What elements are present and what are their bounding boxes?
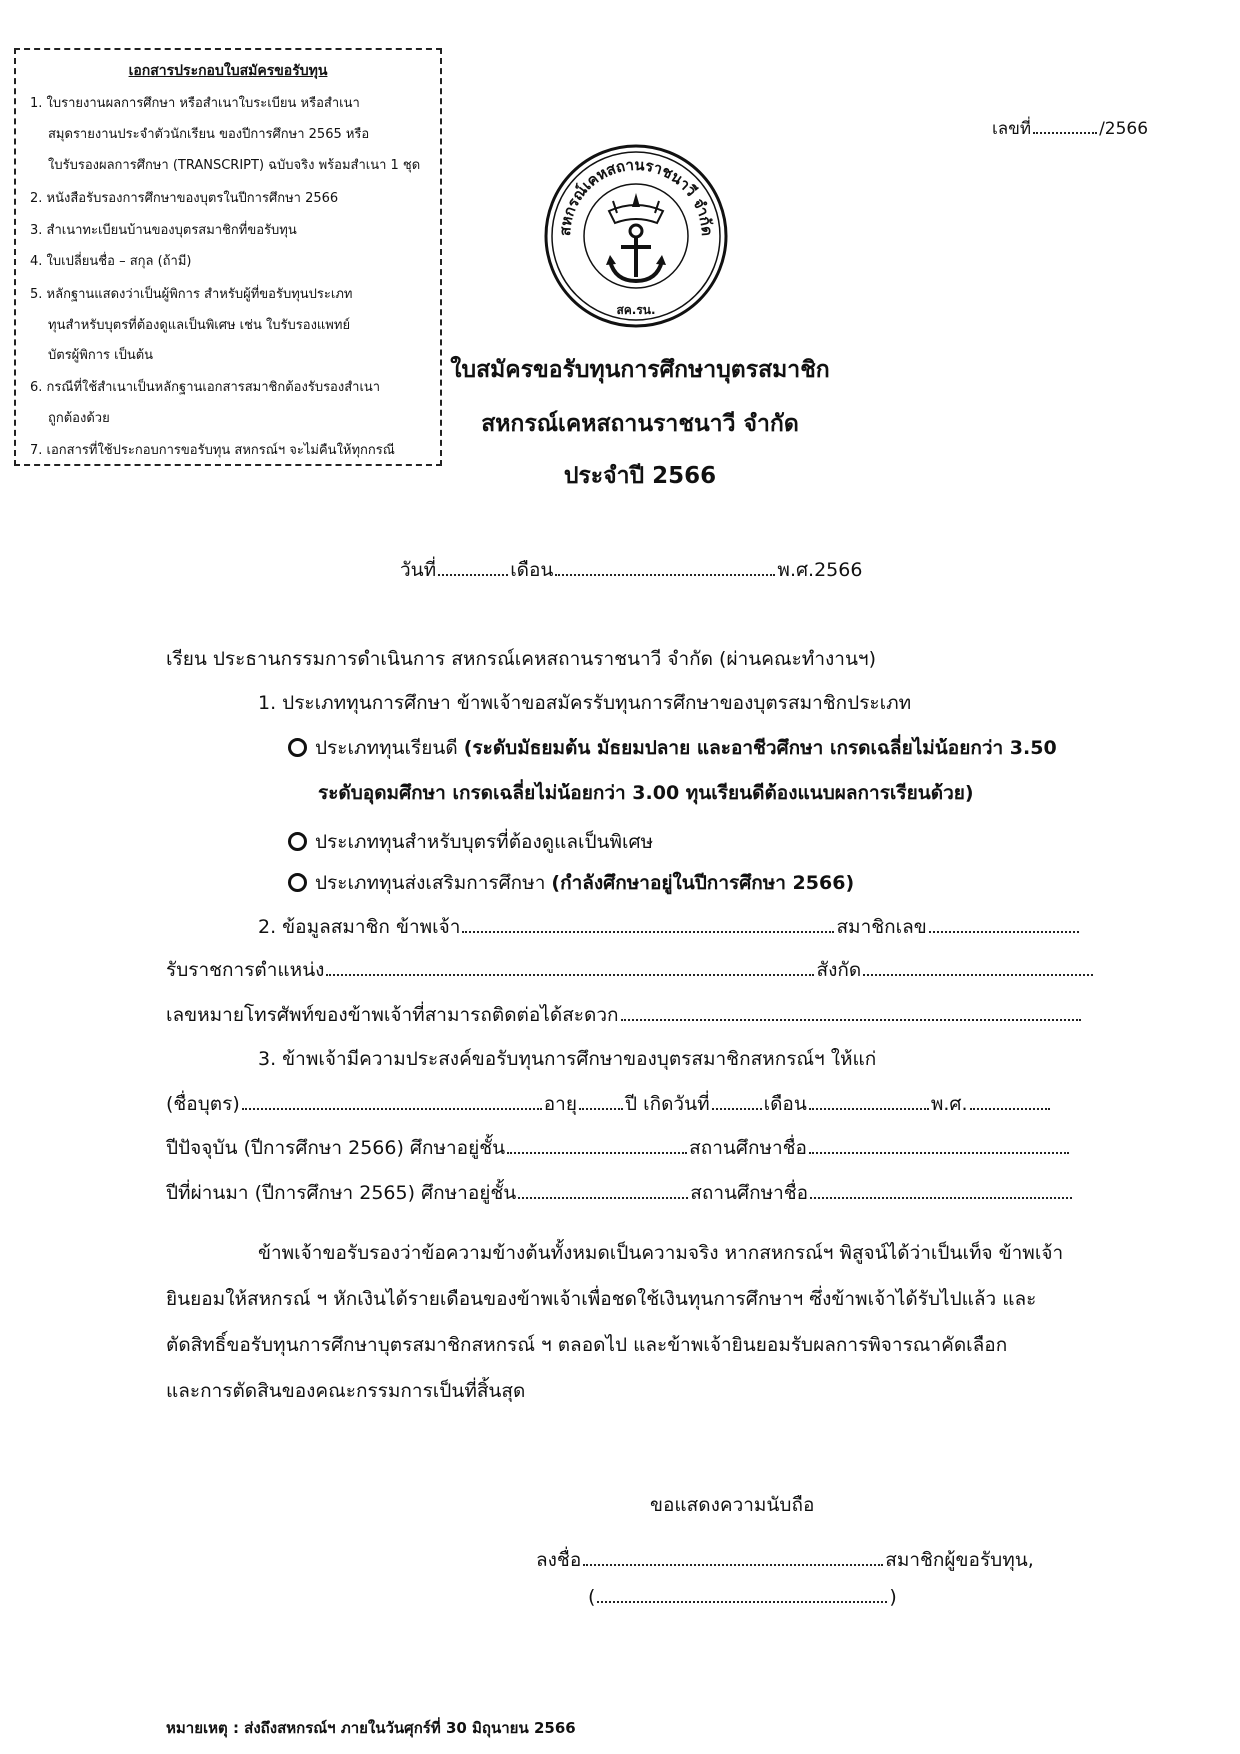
radio-merit[interactable]	[288, 738, 307, 757]
doc-item-5-cont: ทุนสำหรับบุตรที่ต้องดูแลเป็นพิเศษ เช่น ใบรับรองแพทย์	[48, 318, 351, 333]
member-no-label: สมาชิกเลข	[836, 916, 927, 938]
birth-day-label: ปี เกิดวันที่	[624, 1093, 710, 1115]
option-promotion-label: ประเภททุนส่งเสริมการศึกษา	[315, 872, 546, 894]
radio-special-care[interactable]	[288, 832, 307, 851]
phone-field[interactable]	[621, 1018, 1081, 1021]
birth-year-label: พ.ศ.	[930, 1093, 968, 1115]
doc-item-1: 1. ใบรายงานผลการศึกษา หรือสำเนาใบระเบียน หรือสำเนา	[30, 96, 360, 111]
age-label: อายุ	[543, 1093, 577, 1115]
required-documents-title: เอกสารประกอบใบสมัครขอรับทุน	[128, 63, 328, 79]
form-year: ประจำปี 2566	[563, 463, 717, 489]
document-number-label: เลขที่	[992, 119, 1032, 139]
scholarship-option-special-care[interactable]	[288, 827, 653, 857]
scholarship-option-promotion[interactable]	[288, 868, 854, 898]
current-school-field[interactable]	[809, 1151, 1069, 1154]
doc-item-5: 5. หลักฐานแสดงว่าเป็นผู้พิการ สำหรับผู้ที่ขอรับทุนประเภท	[30, 287, 353, 302]
child-name-field[interactable]	[242, 1107, 542, 1110]
section1-intro: 1. ประเภททุนการศึกษา ข้าพเจ้าขอสมัครรับทุนการศึกษาของบุตรสมาชิกประเภท	[258, 692, 912, 714]
svg-text:สหกรณ์เคหสถานราชนาวี จำกัด: สหกรณ์เคหสถานราชนาวี จำกัด	[555, 155, 717, 237]
doc-item-6: 6. กรณีที่ใช้สำเนาเป็นหลักฐานเอกสารสมาชิกต้องรับรองสำเนา	[30, 380, 381, 395]
option-merit-detail: (ระดับมัธยมต้น มัธยมปลาย และอาชีวศึกษา เกรดเฉลี่ยไม่น้อยกว่า 3.50	[463, 737, 1057, 759]
salutation: เรียน ประธานกรรมการดำเนินการ สหกรณ์เคหสถานราชนาวี จำกัด (ผ่านคณะทำงานฯ)	[166, 648, 877, 670]
printed-name-open: (	[588, 1586, 596, 1608]
affiliation-label: สังกัด	[816, 959, 862, 981]
affiliation-field[interactable]	[863, 973, 1093, 976]
footnote: หมายเหตุ : ส่งถึงสหกรณ์ฯ ภายในวันศุกร์ที่ 30 มิถุนายน 2566	[166, 1719, 576, 1737]
option-promotion-detail: (กำลังศึกษาอยู่ในปีการศึกษา 2566)	[551, 872, 855, 894]
date-day-field[interactable]	[438, 573, 508, 576]
closing: ขอแสดงความนับถือ	[650, 1494, 815, 1516]
option-merit-label: ประเภททุนเรียนดี	[315, 737, 458, 759]
doc-item-1-cont: สมุดรายงานประจำตัวนักเรียน ของปีการศึกษา 2565 หรือ	[48, 127, 370, 142]
cooperative-seal-logo	[543, 143, 729, 329]
position-label: รับราชการตำแหน่ง	[166, 959, 325, 981]
cooperative-name: สหกรณ์เคหสถานราชนาวี จำกัด	[481, 411, 799, 437]
declaration-line-3: ตัดสิทธิ์ขอรับทุนการศึกษาบุตรสมาชิกสหกรณ์ ฯ ตลอดไป และข้าพเจ้ายินยอมรับผลการพิจารณาคัดเลือก	[166, 1334, 1008, 1356]
birth-year-field[interactable]	[970, 1107, 1050, 1110]
printed-name-line	[588, 1586, 897, 1608]
doc-item-4: 4. ใบเปลี่ยนชื่อ – สกุล (ถ้ามี)	[30, 254, 192, 269]
section2-member-line	[258, 912, 1081, 942]
current-year-label: ปีปัจจุบัน (ปีการศึกษา 2566) ศึกษาอยู่ชั้น	[166, 1137, 506, 1159]
document-number-suffix: /2566	[1099, 119, 1149, 139]
doc-item-2: 2. หนังสือรับรองการศึกษาของบุตรในปีการศึกษา 2566	[30, 191, 339, 206]
radio-promotion[interactable]	[288, 873, 307, 892]
child-line	[166, 1089, 1052, 1119]
birth-month-label: เดือน	[763, 1093, 807, 1115]
document-number	[992, 115, 1148, 142]
current-year-line	[166, 1133, 1071, 1163]
past-year-label: ปีที่ผ่านมา (ปีการศึกษา 2565) ศึกษาอยู่ชั้น	[166, 1182, 517, 1204]
age-field[interactable]	[579, 1107, 623, 1110]
date-year-label: พ.ศ.2566	[777, 559, 863, 581]
past-school-field[interactable]	[810, 1196, 1072, 1199]
current-grade-field[interactable]	[507, 1151, 687, 1154]
member-name-field[interactable]	[462, 930, 834, 933]
date-day-label: วันที่	[400, 559, 437, 581]
date-month-label: เดือน	[510, 559, 554, 581]
current-school-label: สถานศึกษาชื่อ	[689, 1137, 807, 1159]
past-year-line	[166, 1178, 1074, 1208]
option-special-care-label: ประเภททุนสำหรับบุตรที่ต้องดูแลเป็นพิเศษ	[315, 831, 654, 853]
document-number-blank[interactable]	[1033, 131, 1097, 134]
printed-name-field[interactable]	[597, 1600, 887, 1603]
child-name-label: (ชื่อบุตร)	[166, 1093, 240, 1115]
option-merit-detail-2: ระดับอุดมศึกษา เกรดเฉลี่ยไม่น้อยกว่า 3.00 ทุนเรียนดีต้องแนบผลการเรียนด้วย)	[318, 782, 974, 804]
declaration-line-2: ยินยอมให้สหกรณ์ ฯ หักเงินได้รายเดือนของข้าพเจ้าเพื่อชดใช้เงินทุนการศึกษาฯ ซึ่งข้าพเจ้าได้รับไปแล้ว และ	[166, 1288, 1037, 1310]
doc-item-1-cont: ใบรับรองผลการศึกษา (TRANSCRIPT) ฉบับจริง พร้อมสำเนา 1 ชุด	[48, 158, 421, 173]
doc-item-5-cont: บัตรผู้พิการ เป็นต้น	[48, 348, 154, 363]
position-line	[166, 955, 1095, 985]
doc-item-3: 3. สำเนาทะเบียนบ้านของบุตรสมาชิกที่ขอรับทุน	[30, 223, 297, 238]
date-line	[400, 555, 862, 585]
declaration-line-4: และการตัดสินของคณะกรรมการเป็นที่สิ้นสุด	[166, 1380, 526, 1402]
doc-item-6-cont: ถูกต้องด้วย	[48, 411, 110, 426]
phone-line	[166, 1000, 1083, 1030]
phone-label: เลขหมายโทรศัพท์ของข้าพเจ้าที่สามารถติดต่อได้สะดวก	[166, 1004, 619, 1026]
required-documents-box	[14, 48, 442, 466]
member-no-field[interactable]	[929, 930, 1079, 933]
signature-label: ลงชื่อ	[536, 1549, 582, 1571]
birth-day-field[interactable]	[712, 1107, 762, 1110]
signature-field[interactable]	[583, 1563, 883, 1566]
doc-item-7: 7. เอกสารที่ใช้ประกอบการขอรับทุน สหกรณ์ฯ จะไม่คืนให้ทุกกรณี	[30, 443, 395, 458]
birth-month-field[interactable]	[809, 1107, 929, 1110]
section3-intro: 3. ข้าพเจ้ามีความประสงค์ขอรับทุนการศึกษาของบุตรสมาชิกสหกรณ์ฯ ให้แก่	[258, 1048, 877, 1070]
declaration-line-1: ข้าพเจ้าขอรับรองว่าข้อความข้างต้นทั้งหมดเป็นความจริง หากสหกรณ์ฯ พิสูจน์ได้ว่าเป็นเท็จ ข้าพเจ้า	[258, 1242, 1064, 1264]
past-grade-field[interactable]	[518, 1196, 688, 1199]
section2-intro: 2. ข้อมูลสมาชิก ข้าพเจ้า	[258, 916, 461, 938]
signature-role: สมาชิกผู้ขอรับทุน,	[885, 1549, 1034, 1571]
date-month-field[interactable]	[555, 573, 775, 576]
past-school-label: สถานศึกษาชื่อ	[690, 1182, 809, 1204]
signature-line	[536, 1545, 1034, 1575]
position-field[interactable]	[326, 973, 814, 976]
form-title: ใบสมัครขอรับทุนการศึกษาบุตรสมาชิก	[450, 357, 830, 383]
printed-name-close: )	[889, 1586, 897, 1608]
scholarship-option-merit[interactable]	[288, 733, 1057, 763]
svg-text:สค.รน.: สค.รน.	[616, 303, 656, 317]
